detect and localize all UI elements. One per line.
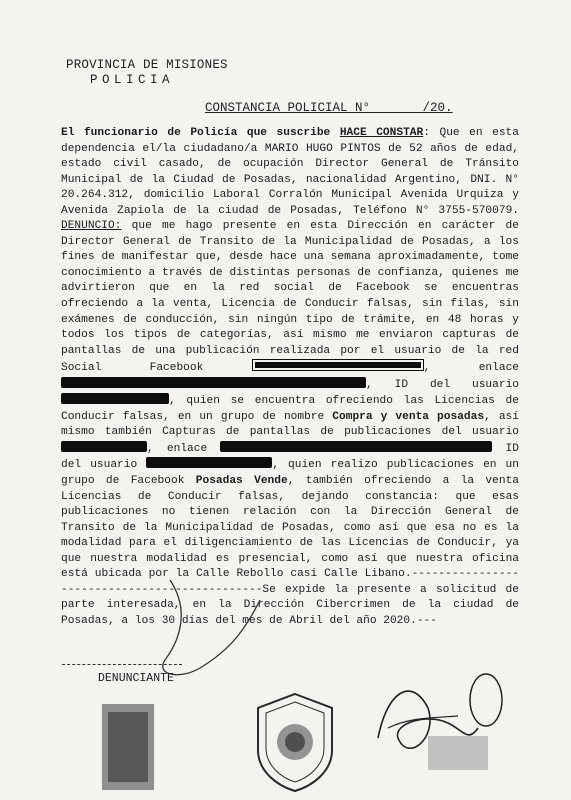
province-header: PROVINCIA DE MISIONES [66,58,228,72]
redaction [61,393,169,404]
police-header: POLICIA [90,73,175,87]
signature-line [62,664,182,665]
redaction [61,377,366,388]
denuncio-label: DENUNCIO: [61,220,122,233]
official-signature-stamp [368,668,508,778]
group-name-1: Compra y venta posadas [332,410,485,423]
group-name-2: Posadas Vende [195,475,288,488]
text-segment: , quien realizo publicaciones en un grupo de Facebook [61,459,519,488]
hace-constar: HACE CONSTAR [339,127,424,139]
document-title: CONSTANCIA POLICIAL N° /20. [205,101,453,115]
police-seal [250,690,340,795]
text-segment: , ID del usuario [366,378,519,391]
text-segment: , también ofreciendo a la venta Licencias de Conducir falsas, dejando constancia: que esas publicaciones no tienen relación con la Dirección General de Transito de la Municipalidad de Posadas, como así que esa no es la modalidad para el diligenciamiento de las Licencias de Conducir, ya que nuestra modalidad es presencial, como así que nuestra oficina está ubicada por la Calle Rebollo casi Calle Libano.----------------------------------------------Se expide la presente a solicitud de parte interesada, en la Dirección Cibercrimen de la ciudad de Posadas, a los 30 días del mes de Abril del año 2020.--- [61,475,519,627]
paragraph-1: : Que en esta dependencia el/la ciudadano/a MARIO HUGO PINTOS de 52 años de edad, estado civil casado, de ocupación Director General de Tránsito Municipal de la Ciudad de Posadas, nacionalidad Argentino, DNI. N° 20.264.312, domicilio Laboral Corralón Municipal Avenida Urquiza y Avenida Zapiola de la ciudad de Posadas, Teléfono N° 3755-570079. [61,127,519,217]
redaction [220,441,492,452]
text-segment: , así mismo también Capturas de pantallas de publicaciones del usuario [61,410,519,439]
redaction [61,441,147,452]
intro-text: El funcionario de Policía que suscribe [61,127,331,139]
text-segment: ID del usuario [61,442,519,472]
stamp-left [100,700,160,795]
signer-label: DENUNCIANTE [98,672,174,685]
redaction [252,359,424,371]
text-segment: , enlace [147,442,221,455]
paragraph-2: que me hago presente en esta Dirección en carácter de Director General de Transito de la Municipalidad de Posadas, a los fines de manifestar que, desde hace una semana aproximadamente, tome conocimiento a través de distintas personas de confianza, quienes me advirtieron que en la red social de Facebook se encuentras ofreciendo a la venta, Licencia de Conducir falsas, sin filas, sin exámenes de conducción, sin ningún tipo de trámite, en 48 horas y todos los tipos de categorías, así mismo me enviaron capturas de pantallas de una publicación realizada por el usuario de la red Social Facebook [61,220,519,375]
document-body [61,126,519,630]
text-segment: , quien se encuentra ofreciendo las Licencias de Conducir falsas, en un grupo de nombre [61,395,519,423]
redaction [146,457,272,468]
text-segment: , enlace [423,362,520,375]
